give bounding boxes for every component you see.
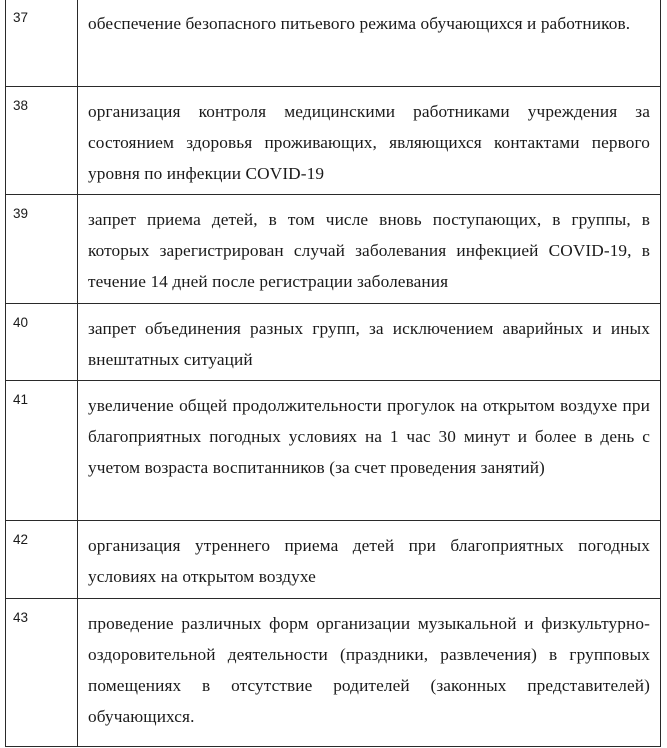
measure-text: запрет приема детей, в том числе вновь поступающих, в группы, в которых зарегистрирован случай заболевания инфекцией COVID-19, в течение 14 дней после регистрации заболевания	[88, 210, 650, 291]
row-number: 39	[13, 206, 29, 221]
table-row	[6, 304, 661, 381]
row-number: 41	[13, 392, 29, 407]
row-text-cell	[78, 0, 661, 87]
measure-text: обеспечение безопасного питьевого режима обучающихся и работников.	[88, 14, 631, 33]
measure-text: проведение различных форм организации музыкальной и физкультурно-оздоровительной деятельности (праздники, развлечения) в групповых помещениях в отсутствие родителей (законных представителей) обучающихся.	[88, 614, 650, 726]
row-number-cell	[6, 599, 78, 747]
row-text-cell	[78, 87, 661, 195]
table-row	[6, 381, 661, 521]
row-number-cell	[6, 381, 78, 521]
measure-text: увеличение общей продолжительности прогулок на открытом воздухе при благоприятных погодных условиях на 1 час 30 минут и более в день с учетом возраста воспитанников (за счет проведения занятий)	[88, 396, 650, 477]
row-number-cell	[6, 87, 78, 195]
row-number-cell	[6, 0, 78, 87]
row-text-cell	[78, 381, 661, 521]
table-row	[6, 195, 661, 304]
measures-table	[5, 0, 661, 747]
row-text-cell	[78, 195, 661, 304]
row-number-cell	[6, 195, 78, 304]
table-row	[6, 599, 661, 747]
row-text-cell	[78, 599, 661, 747]
row-number: 43	[13, 610, 29, 625]
measure-text: запрет объединения разных групп, за исключением аварийных и иных внештатных ситуаций	[88, 319, 650, 369]
row-number: 40	[13, 315, 29, 330]
table-row	[6, 87, 661, 195]
table-row	[6, 521, 661, 599]
row-number-cell	[6, 304, 78, 381]
measure-text: организация утреннего приема детей при благоприятных погодных условиях на открытом воздухе	[88, 536, 650, 586]
measure-text: организация контроля медицинскими работниками учреждения за состоянием здоровья проживающих, являющихся контактами первого уровня по инфекции COVID-19	[88, 102, 650, 183]
row-text-cell	[78, 521, 661, 599]
row-number: 38	[13, 98, 29, 113]
row-text-cell	[78, 304, 661, 381]
row-number-cell	[6, 521, 78, 599]
row-number: 37	[13, 10, 29, 25]
table-row	[6, 0, 661, 87]
row-number: 42	[13, 532, 29, 547]
